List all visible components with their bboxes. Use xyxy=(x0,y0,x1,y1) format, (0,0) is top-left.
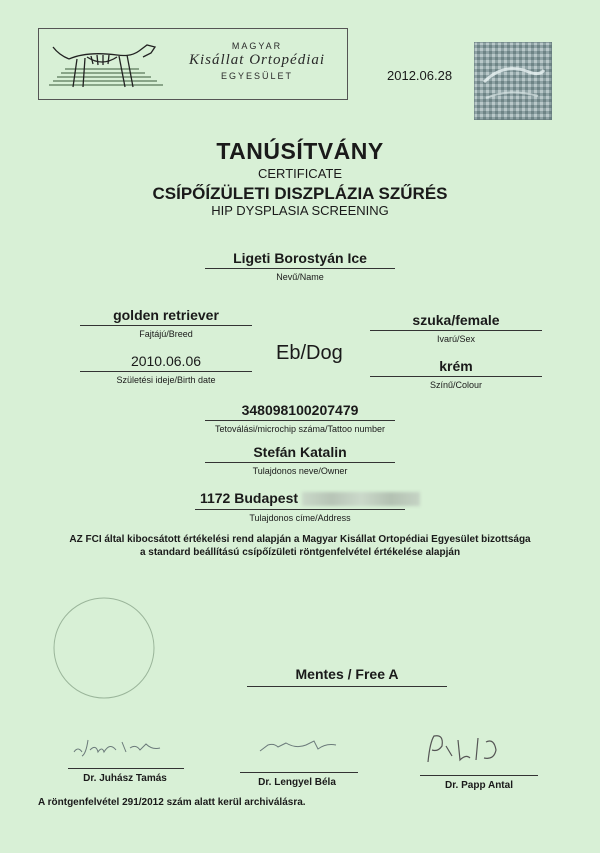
dog-name-line xyxy=(205,268,395,269)
result-line xyxy=(247,686,447,687)
address-text: 1172 Budapest xyxy=(199,490,299,506)
signature-line-3 xyxy=(420,775,538,776)
stamp-circle xyxy=(52,596,156,700)
archive-note: A röntgenfelvétel 291/2012 szám alatt kerül archiválásra. xyxy=(38,797,306,808)
screening-title-en: HIP DYSPLASIA SCREENING xyxy=(211,203,389,218)
sex-label: Ivarú/Sex xyxy=(436,334,476,344)
result-value: Mentes / Free A xyxy=(295,666,399,682)
signatory-3-name: Dr. Papp Antal xyxy=(445,780,513,791)
signature-lengyel xyxy=(256,735,340,759)
microchip-line xyxy=(205,420,395,421)
dog-name-label: Nevű/Name xyxy=(276,272,324,282)
signature-line-2 xyxy=(240,772,358,773)
breed-line xyxy=(80,325,252,326)
issue-date: 2012.06.28 xyxy=(387,68,453,83)
birth-date-line xyxy=(80,371,252,372)
screening-title: CSÍPŐÍZÜLETI DISZPLÁZIA SZŰRÉS xyxy=(152,184,448,203)
birth-date-label: Születési ideje/Birth date xyxy=(116,375,216,385)
certificate-title-en: CERTIFICATE xyxy=(257,166,343,181)
signatory-1-name: Dr. Juhász Tamás xyxy=(83,773,167,784)
dog-skeleton-icon xyxy=(47,37,165,93)
statement-line-2: a standard beállítású csípőízületi röntgenfelvétel értékelése alapján xyxy=(139,547,461,558)
association-logo xyxy=(38,28,348,100)
colour-label: Színű/Colour xyxy=(429,380,483,390)
colour-value: krém xyxy=(439,358,473,374)
evaluation-statement xyxy=(40,533,560,559)
species-value: Eb/Dog xyxy=(276,342,343,364)
birth-date-value: 2010.06.06 xyxy=(130,353,202,369)
microchip-value: 348098100207479 xyxy=(241,402,359,418)
signatory-2-name: Dr. Lengyel Béla xyxy=(258,777,336,788)
signature-juhasz xyxy=(70,732,180,762)
colour-line xyxy=(370,376,542,377)
signature-line-1 xyxy=(68,768,184,769)
owner-label: Tulajdonos neve/Owner xyxy=(252,466,348,476)
logo-line-3: EGYESÜLET xyxy=(220,71,294,81)
signature-papp xyxy=(424,732,520,768)
sex-line xyxy=(370,330,542,331)
certificate-title: TANÚSÍTVÁNY xyxy=(216,138,384,164)
sex-value: szuka/female xyxy=(412,312,500,328)
address-label: Tulajdonos címe/Address xyxy=(249,513,351,523)
address-line xyxy=(195,509,405,510)
address-value xyxy=(180,490,440,506)
microchip-label: Tetoválási/microchip száma/Tattoo number xyxy=(214,424,386,434)
logo-line-2: Kisállat Ortopédiai xyxy=(188,52,326,68)
owner-line xyxy=(205,462,395,463)
statement-line-1: AZ FCI által kibocsátott értékelési rend alapján a Magyar Kisállat Ortopédiai Egyesület bizottsága xyxy=(69,534,531,545)
dog-name-value: Ligeti Borostyán Ice xyxy=(233,250,367,266)
hologram-seal-icon xyxy=(474,42,552,120)
owner-value: Stefán Katalin xyxy=(253,444,347,460)
breed-value: golden retriever xyxy=(113,307,219,323)
breed-label: Fajtájú/Breed xyxy=(139,329,193,339)
address-redacted xyxy=(302,492,420,506)
logo-line-1: MAGYAR xyxy=(231,41,283,51)
